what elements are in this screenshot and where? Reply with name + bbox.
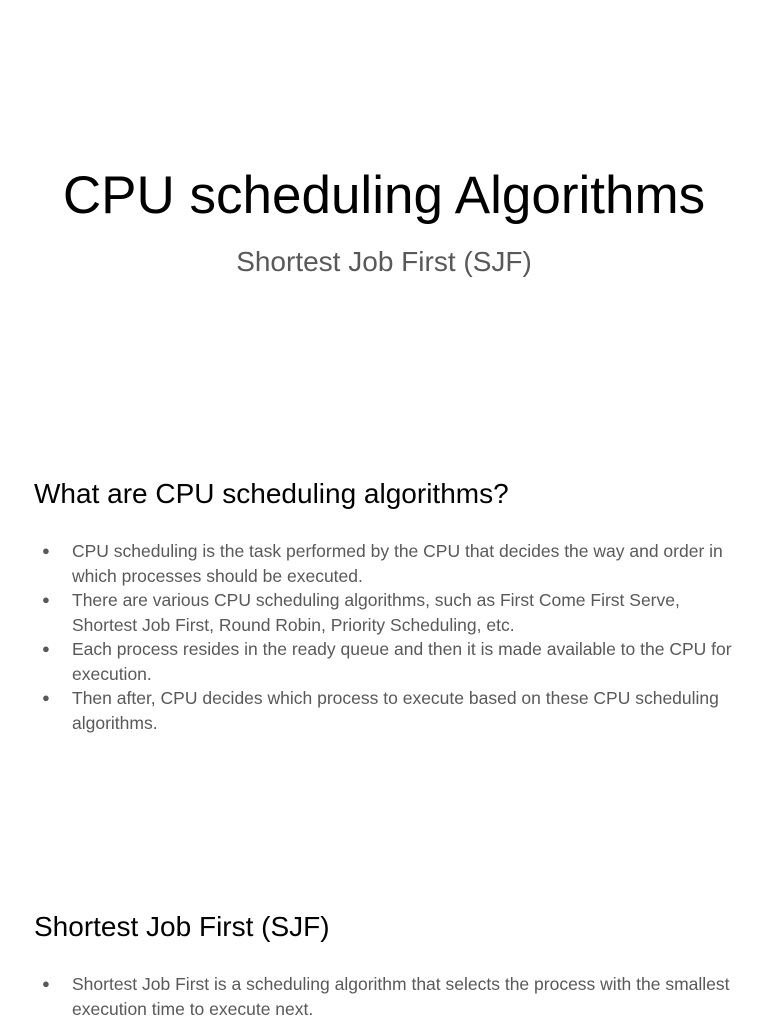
bullet-icon: ● [42,543,50,558]
bullet-icon: ● [42,976,50,991]
slide-heading: Shortest Job First (SJF) [34,911,330,942]
bullet-item [34,539,734,588]
bullet-item [34,588,734,637]
bullet-text: Shortest Job First is a scheduling algorithm that selects the process with the smallest execution time to execute next. [72,974,730,1019]
bullet-list [34,539,734,735]
bullet-text: Each process resides in the ready queue and then it is made available to the CPU for execution. [72,639,732,684]
intro-slide [0,432,768,864]
bullet-icon: ● [42,690,50,705]
bullet-text: Then after, CPU decides which process to execute based on these CPU scheduling algorithms. [72,688,719,733]
slide-title: CPU scheduling Algorithms [62,166,706,225]
bullet-list [34,972,734,1021]
bullet-text: There are various CPU scheduling algorithms, such as First Come First Serve, Shortest Job First, Round Robin, Priority Scheduling, etc. [72,590,680,635]
bullet-icon: ● [42,592,50,607]
bullet-item [34,972,734,1021]
bullet-item [34,686,734,735]
bullet-icon: ● [42,641,50,656]
slide-heading: What are CPU scheduling algorithms? [34,478,509,509]
bullet-text: CPU scheduling is the task performed by the CPU that decides the way and order in which processes should be executed. [72,541,723,586]
slide-subtitle: Shortest Job First (SJF) [236,246,532,277]
sjf-slide [0,864,768,1024]
bullet-item [34,637,734,686]
title-slide [0,0,768,432]
